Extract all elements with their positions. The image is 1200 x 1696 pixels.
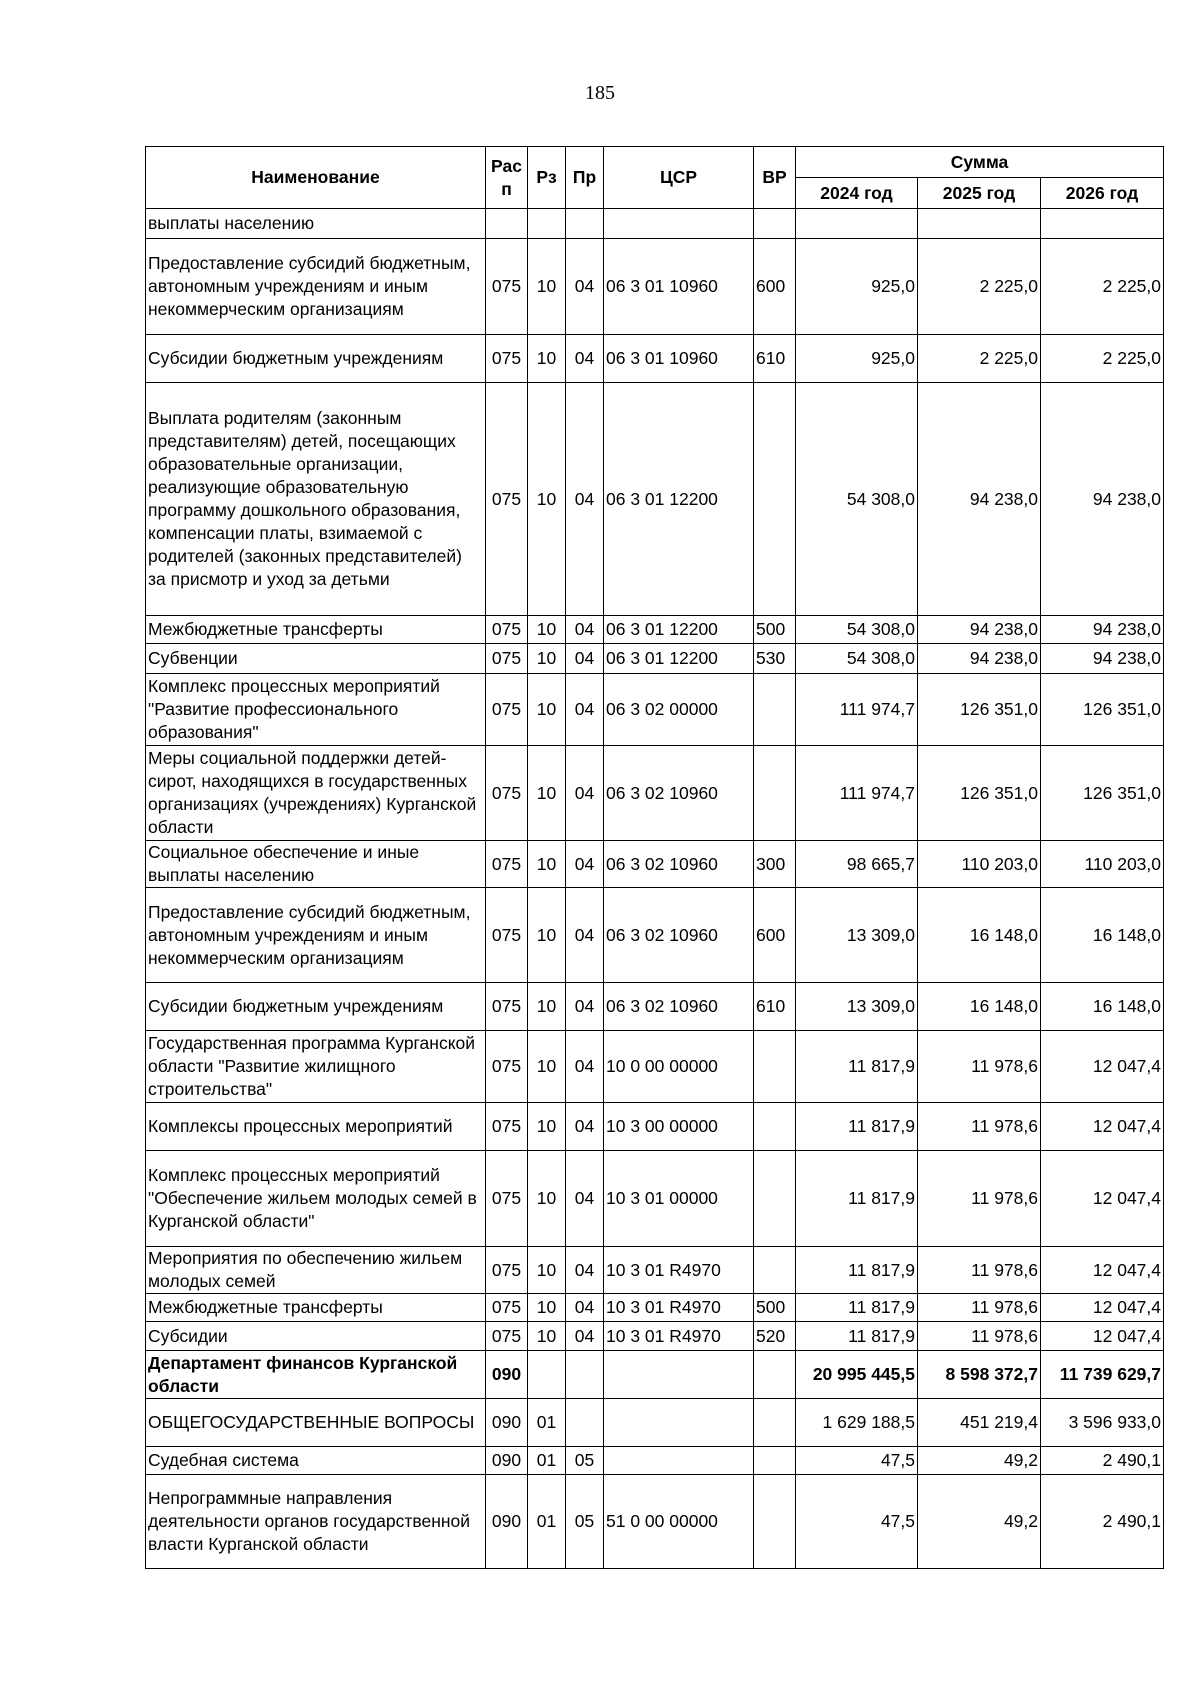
cell-sum-2026: 2 225,0 xyxy=(1041,335,1164,383)
header-pr: Пр xyxy=(566,147,604,209)
table-row xyxy=(146,746,1164,841)
cell-rasp xyxy=(486,209,528,239)
cell-rasp: 075 xyxy=(486,1103,528,1151)
cell-sum-2024: 11 817,9 xyxy=(796,1322,918,1351)
cell-pr: 04 xyxy=(566,983,604,1031)
cell-csr: 06 3 01 12200 xyxy=(604,383,754,616)
cell-csr: 51 0 00 00000 xyxy=(604,1475,754,1569)
cell-pr: 04 xyxy=(566,239,604,335)
header-summa: Сумма xyxy=(796,147,1164,178)
cell-rz xyxy=(528,209,566,239)
cell-rasp: 075 xyxy=(486,335,528,383)
cell-name: Государственная программа Курганской области "Развитие жилищного строительства" xyxy=(146,1031,486,1103)
cell-vr: 610 xyxy=(754,335,796,383)
cell-sum-2026: 126 351,0 xyxy=(1041,746,1164,841)
cell-name: выплаты населению xyxy=(146,209,486,239)
cell-pr: 04 xyxy=(566,1103,604,1151)
cell-sum-2025: 49,2 xyxy=(918,1475,1041,1569)
header-rasp: Рас п xyxy=(486,147,528,209)
cell-csr: 06 3 02 00000 xyxy=(604,674,754,746)
table-row xyxy=(146,1031,1164,1103)
cell-vr xyxy=(754,674,796,746)
table-row xyxy=(146,1151,1164,1247)
header-rz: Рз xyxy=(528,147,566,209)
cell-vr xyxy=(754,1475,796,1569)
cell-csr: 06 3 02 10960 xyxy=(604,841,754,888)
table-row xyxy=(146,239,1164,335)
cell-rasp: 075 xyxy=(486,239,528,335)
cell-sum-2025: 2 225,0 xyxy=(918,239,1041,335)
cell-sum-2024: 54 308,0 xyxy=(796,616,918,644)
table-body xyxy=(146,209,1164,1569)
table-row xyxy=(146,1322,1164,1351)
cell-sum-2024: 13 309,0 xyxy=(796,983,918,1031)
cell-rz: 10 xyxy=(528,644,566,674)
cell-rasp: 090 xyxy=(486,1399,528,1447)
cell-csr xyxy=(604,1399,754,1447)
cell-rasp: 090 xyxy=(486,1475,528,1569)
cell-sum-2026: 126 351,0 xyxy=(1041,674,1164,746)
cell-sum-2024: 11 817,9 xyxy=(796,1247,918,1294)
cell-name: Комплекс процессных мероприятий "Обеспечение жильем молодых семей в Курганской области" xyxy=(146,1151,486,1247)
cell-pr: 04 xyxy=(566,888,604,983)
cell-sum-2025: 11 978,6 xyxy=(918,1322,1041,1351)
cell-csr: 10 3 01 00000 xyxy=(604,1151,754,1247)
cell-sum-2026: 12 047,4 xyxy=(1041,1322,1164,1351)
cell-rasp: 075 xyxy=(486,1151,528,1247)
cell-vr xyxy=(754,1031,796,1103)
cell-vr xyxy=(754,209,796,239)
cell-sum-2025: 94 238,0 xyxy=(918,644,1041,674)
header-name: Наименование xyxy=(146,147,486,209)
cell-sum-2024: 54 308,0 xyxy=(796,383,918,616)
cell-csr: 06 3 02 10960 xyxy=(604,983,754,1031)
cell-vr xyxy=(754,1247,796,1294)
cell-pr: 04 xyxy=(566,335,604,383)
cell-name: Выплата родителям (законным представителям) детей, посещающих образовательные организации, реализующие образовательную программу дошкольного образования, компенсации платы, взимаемой с родителей (законных представителей) за присмотр и уход за детьми xyxy=(146,383,486,616)
cell-name: Межбюджетные трансферты xyxy=(146,616,486,644)
cell-name: Межбюджетные трансферты xyxy=(146,1294,486,1322)
cell-name: Социальное обеспечение и иные выплаты населению xyxy=(146,841,486,888)
cell-sum-2025: 8 598 372,7 xyxy=(918,1351,1041,1399)
cell-rz: 10 xyxy=(528,1151,566,1247)
cell-name: Предоставление субсидий бюджетным, автономным учреждениям и иным некоммерческим организациям xyxy=(146,239,486,335)
table-row xyxy=(146,1103,1164,1151)
cell-sum-2025: 94 238,0 xyxy=(918,383,1041,616)
cell-vr: 610 xyxy=(754,983,796,1031)
cell-rasp: 075 xyxy=(486,841,528,888)
cell-rz: 10 xyxy=(528,335,566,383)
cell-csr xyxy=(604,209,754,239)
cell-rasp: 075 xyxy=(486,644,528,674)
cell-sum-2025: 94 238,0 xyxy=(918,616,1041,644)
table-row xyxy=(146,983,1164,1031)
cell-name: Судебная система xyxy=(146,1447,486,1475)
cell-pr: 04 xyxy=(566,644,604,674)
cell-pr: 05 xyxy=(566,1447,604,1475)
cell-pr: 04 xyxy=(566,616,604,644)
cell-pr: 04 xyxy=(566,383,604,616)
cell-rz: 01 xyxy=(528,1475,566,1569)
cell-csr: 06 3 01 12200 xyxy=(604,644,754,674)
cell-pr: 04 xyxy=(566,746,604,841)
cell-vr xyxy=(754,1399,796,1447)
cell-sum-2025: 16 148,0 xyxy=(918,983,1041,1031)
cell-name: Субсидии бюджетным учреждениям xyxy=(146,983,486,1031)
table-row xyxy=(146,1294,1164,1322)
table-row xyxy=(146,383,1164,616)
table-row xyxy=(146,209,1164,239)
cell-sum-2025: 11 978,6 xyxy=(918,1031,1041,1103)
cell-rz: 10 xyxy=(528,239,566,335)
cell-name: Комплекс процессных мероприятий "Развитие профессионального образования" xyxy=(146,674,486,746)
cell-sum-2026: 12 047,4 xyxy=(1041,1247,1164,1294)
cell-csr: 06 3 02 10960 xyxy=(604,746,754,841)
cell-sum-2026: 12 047,4 xyxy=(1041,1294,1164,1322)
cell-csr: 06 3 01 10960 xyxy=(604,239,754,335)
table-row xyxy=(146,1351,1164,1399)
cell-sum-2025: 2 225,0 xyxy=(918,335,1041,383)
cell-vr: 520 xyxy=(754,1322,796,1351)
cell-pr xyxy=(566,1351,604,1399)
cell-rz xyxy=(528,1351,566,1399)
cell-sum-2026: 11 739 629,7 xyxy=(1041,1351,1164,1399)
cell-rasp: 075 xyxy=(486,616,528,644)
cell-pr: 04 xyxy=(566,1247,604,1294)
table-row xyxy=(146,616,1164,644)
cell-sum-2025: 11 978,6 xyxy=(918,1151,1041,1247)
cell-name: Субсидии бюджетным учреждениям xyxy=(146,335,486,383)
cell-name: Мероприятия по обеспечению жильем молодых семей xyxy=(146,1247,486,1294)
cell-pr: 04 xyxy=(566,1031,604,1103)
cell-csr: 10 0 00 00000 xyxy=(604,1031,754,1103)
cell-vr xyxy=(754,383,796,616)
cell-sum-2026 xyxy=(1041,209,1164,239)
cell-sum-2024: 54 308,0 xyxy=(796,644,918,674)
cell-sum-2024: 11 817,9 xyxy=(796,1294,918,1322)
cell-sum-2025: 110 203,0 xyxy=(918,841,1041,888)
cell-rz: 10 xyxy=(528,746,566,841)
cell-rz: 01 xyxy=(528,1399,566,1447)
cell-rz: 10 xyxy=(528,888,566,983)
cell-rasp: 090 xyxy=(486,1351,528,1399)
cell-sum-2026: 16 148,0 xyxy=(1041,983,1164,1031)
cell-vr: 300 xyxy=(754,841,796,888)
cell-vr: 600 xyxy=(754,239,796,335)
cell-vr: 530 xyxy=(754,644,796,674)
cell-vr xyxy=(754,1351,796,1399)
cell-rz: 10 xyxy=(528,383,566,616)
table-row xyxy=(146,674,1164,746)
cell-name: Департамент финансов Курганской области xyxy=(146,1351,486,1399)
cell-sum-2024 xyxy=(796,209,918,239)
cell-csr: 10 3 01 R4970 xyxy=(604,1294,754,1322)
cell-sum-2024: 111 974,7 xyxy=(796,746,918,841)
cell-rz: 10 xyxy=(528,1247,566,1294)
cell-rz: 10 xyxy=(528,1031,566,1103)
cell-sum-2024: 13 309,0 xyxy=(796,888,918,983)
cell-sum-2024: 111 974,7 xyxy=(796,674,918,746)
cell-sum-2024: 11 817,9 xyxy=(796,1151,918,1247)
budget-table xyxy=(145,146,1164,1569)
cell-csr: 06 3 02 10960 xyxy=(604,888,754,983)
header-year-2024: 2024 год xyxy=(796,178,918,209)
cell-sum-2025: 126 351,0 xyxy=(918,746,1041,841)
cell-sum-2026: 2 490,1 xyxy=(1041,1447,1164,1475)
cell-rz: 01 xyxy=(528,1447,566,1475)
cell-pr: 04 xyxy=(566,1294,604,1322)
cell-rz: 10 xyxy=(528,1294,566,1322)
header-vr: ВР xyxy=(754,147,796,209)
table-row xyxy=(146,1247,1164,1294)
cell-rz: 10 xyxy=(528,1103,566,1151)
cell-sum-2024: 925,0 xyxy=(796,239,918,335)
cell-sum-2025: 126 351,0 xyxy=(918,674,1041,746)
cell-sum-2026: 3 596 933,0 xyxy=(1041,1399,1164,1447)
cell-rasp: 075 xyxy=(486,1247,528,1294)
cell-name: Субсидии xyxy=(146,1322,486,1351)
cell-sum-2025: 11 978,6 xyxy=(918,1103,1041,1151)
cell-vr: 500 xyxy=(754,1294,796,1322)
cell-sum-2026: 94 238,0 xyxy=(1041,616,1164,644)
table-row xyxy=(146,644,1164,674)
cell-csr: 10 3 01 R4970 xyxy=(604,1322,754,1351)
cell-sum-2025: 49,2 xyxy=(918,1447,1041,1475)
cell-rz: 10 xyxy=(528,841,566,888)
cell-sum-2026: 2 490,1 xyxy=(1041,1475,1164,1569)
cell-sum-2024: 20 995 445,5 xyxy=(796,1351,918,1399)
table-row xyxy=(146,1475,1164,1569)
cell-vr xyxy=(754,1447,796,1475)
cell-sum-2026: 12 047,4 xyxy=(1041,1031,1164,1103)
cell-rasp: 075 xyxy=(486,674,528,746)
table-row xyxy=(146,1447,1164,1475)
cell-sum-2026: 12 047,4 xyxy=(1041,1103,1164,1151)
table-row xyxy=(146,841,1164,888)
cell-pr: 04 xyxy=(566,841,604,888)
cell-vr: 600 xyxy=(754,888,796,983)
cell-pr xyxy=(566,1399,604,1447)
cell-rz: 10 xyxy=(528,674,566,746)
cell-rz: 10 xyxy=(528,1322,566,1351)
cell-sum-2025: 11 978,6 xyxy=(918,1294,1041,1322)
cell-rasp: 075 xyxy=(486,1031,528,1103)
cell-rasp: 075 xyxy=(486,1294,528,1322)
cell-sum-2026: 110 203,0 xyxy=(1041,841,1164,888)
cell-sum-2024: 47,5 xyxy=(796,1475,918,1569)
table-row xyxy=(146,335,1164,383)
cell-sum-2024: 47,5 xyxy=(796,1447,918,1475)
cell-vr xyxy=(754,1151,796,1247)
table-row xyxy=(146,1399,1164,1447)
cell-rz: 10 xyxy=(528,983,566,1031)
cell-rasp: 075 xyxy=(486,746,528,841)
cell-sum-2024: 11 817,9 xyxy=(796,1031,918,1103)
cell-rasp: 075 xyxy=(486,383,528,616)
cell-name: Предоставление субсидий бюджетным, автономным учреждениям и иным некоммерческим организациям xyxy=(146,888,486,983)
cell-pr: 04 xyxy=(566,1151,604,1247)
cell-pr: 05 xyxy=(566,1475,604,1569)
cell-name: Непрограммные направления деятельности органов государственной власти Курганской области xyxy=(146,1475,486,1569)
cell-csr xyxy=(604,1351,754,1399)
cell-csr: 10 3 01 R4970 xyxy=(604,1247,754,1294)
cell-rasp: 075 xyxy=(486,888,528,983)
cell-rz: 10 xyxy=(528,616,566,644)
cell-name: ОБЩЕГОСУДАРСТВЕННЫЕ ВОПРОСЫ xyxy=(146,1399,486,1447)
cell-sum-2025 xyxy=(918,209,1041,239)
cell-sum-2024: 98 665,7 xyxy=(796,841,918,888)
cell-csr: 10 3 00 00000 xyxy=(604,1103,754,1151)
cell-csr: 06 3 01 10960 xyxy=(604,335,754,383)
cell-csr xyxy=(604,1447,754,1475)
cell-sum-2026: 94 238,0 xyxy=(1041,383,1164,616)
table-row xyxy=(146,888,1164,983)
cell-sum-2026: 16 148,0 xyxy=(1041,888,1164,983)
cell-vr xyxy=(754,1103,796,1151)
cell-name: Субвенции xyxy=(146,644,486,674)
cell-pr: 04 xyxy=(566,674,604,746)
header-year-2025: 2025 год xyxy=(918,178,1041,209)
cell-sum-2026: 2 225,0 xyxy=(1041,239,1164,335)
cell-sum-2025: 16 148,0 xyxy=(918,888,1041,983)
cell-name: Меры социальной поддержки детей-сирот, находящихся в государственных организациях (учреждениях) Курганской области xyxy=(146,746,486,841)
header-year-2026: 2026 год xyxy=(1041,178,1164,209)
header-csr: ЦСР xyxy=(604,147,754,209)
cell-vr xyxy=(754,746,796,841)
cell-sum-2026: 12 047,4 xyxy=(1041,1151,1164,1247)
cell-rasp: 090 xyxy=(486,1447,528,1475)
cell-sum-2026: 94 238,0 xyxy=(1041,644,1164,674)
cell-pr: 04 xyxy=(566,1322,604,1351)
cell-rasp: 075 xyxy=(486,983,528,1031)
cell-sum-2025: 451 219,4 xyxy=(918,1399,1041,1447)
cell-sum-2024: 925,0 xyxy=(796,335,918,383)
cell-csr: 06 3 01 12200 xyxy=(604,616,754,644)
cell-name: Комплексы процессных мероприятий xyxy=(146,1103,486,1151)
cell-rasp: 075 xyxy=(486,1322,528,1351)
cell-vr: 500 xyxy=(754,616,796,644)
cell-pr xyxy=(566,209,604,239)
cell-sum-2025: 11 978,6 xyxy=(918,1247,1041,1294)
cell-sum-2024: 1 629 188,5 xyxy=(796,1399,918,1447)
page-number: 185 xyxy=(585,82,615,104)
cell-sum-2024: 11 817,9 xyxy=(796,1103,918,1151)
